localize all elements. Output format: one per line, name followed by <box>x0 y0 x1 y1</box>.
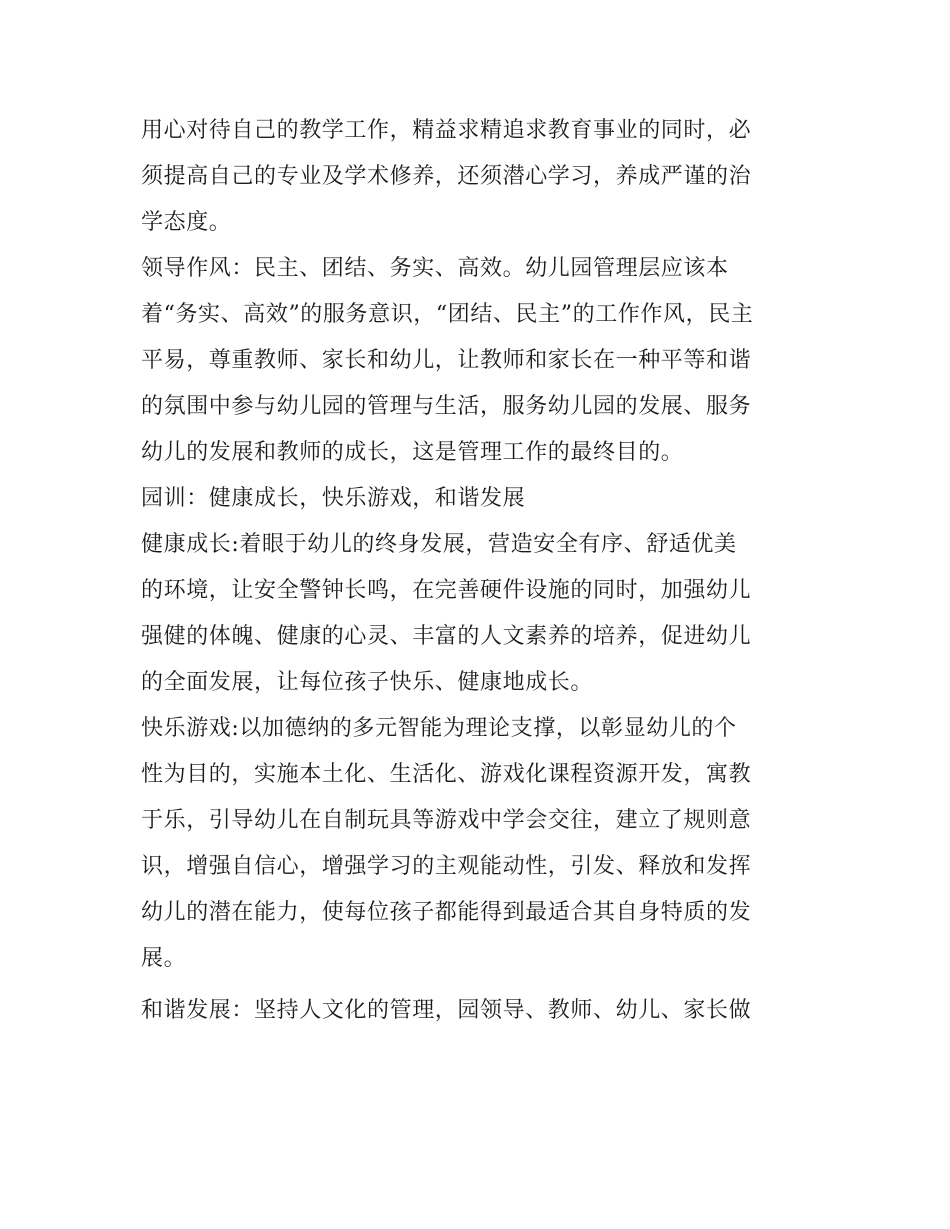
text-line: 于乐，引导幼儿在自制玩具等游戏中学会交往，建立了规则意 <box>141 808 752 833</box>
text-line: 幼儿的潜在能力，使每位孩子都能得到最适合其自身特质的发 <box>141 900 752 925</box>
text-line: 快乐游戏:以加德纳的多元智能为理论支撑，以彰显幼儿的个 <box>141 716 737 741</box>
text-line: 着“务实、高效”的服务意识，“团结、民主”的工作作风，民主 <box>141 302 754 327</box>
text-line: 幼儿的发展和教师的成长，这是管理工作的最终目的。 <box>141 440 684 465</box>
text-line: 健康成长:着眼于幼儿的终身发展，营造安全有序、舒适优美 <box>141 532 737 557</box>
text-line: 的环境，让安全警钟长鸣，在完善硬件设施的同时，加强幼儿 <box>141 578 752 603</box>
text-line: 识，增强自信心，增强学习的主观能动性，引发、释放和发挥 <box>141 854 752 879</box>
text-line: 的全面发展，让每位孩子快乐、健康地成长。 <box>141 670 594 695</box>
document-body <box>141 108 811 1034</box>
text-line: 强健的体魄、健康的心灵、丰富的人文素养的培养，促进幼儿 <box>141 624 752 649</box>
text-line: 学态度。 <box>141 210 232 235</box>
text-line: 的氛围中参与幼儿园的管理与生活，服务幼儿园的发展、服务 <box>141 394 752 419</box>
text-line: 领导作风：民主、团结、务实、高效。幼儿园管理层应该本 <box>141 256 729 281</box>
text-line: 性为目的，实施本土化、生活化、游戏化课程资源开发，寓教 <box>141 762 752 787</box>
text-line: 须提高自己的专业及学术修养，还须潜心学习，养成严谨的治 <box>141 164 752 189</box>
text-line: 和谐发展：坚持人文化的管理，园领导、教师、幼儿、家长做 <box>141 998 752 1023</box>
text-line: 展。 <box>141 946 187 971</box>
text-line: 用心对待自己的教学工作，精益求精追求教育事业的同时，必 <box>141 118 752 143</box>
text-line: 平易，尊重教师、家长和幼儿，让教师和家长在一种平等和谐 <box>141 348 752 373</box>
text-line: 园训：健康成长，快乐游戏，和谐发展 <box>141 486 526 511</box>
